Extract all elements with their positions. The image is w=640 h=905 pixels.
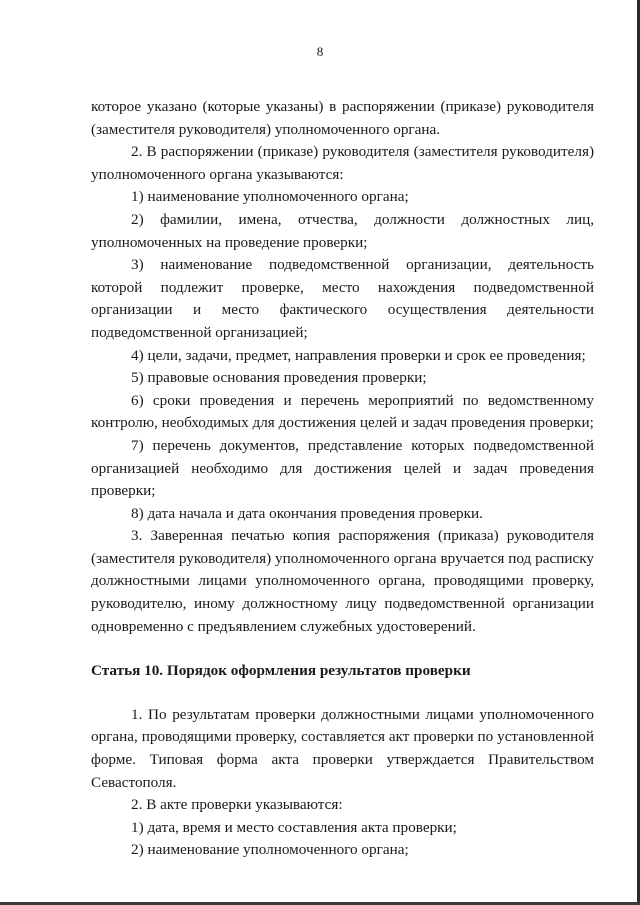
- list-item: 2) фамилии, имена, отчества, должности должностных лиц, уполномоченных на проведение проверки;: [91, 210, 594, 251]
- paragraph: 1. По результатам проверки должностными лицами уполномоченного органа, проводящими проверку, составляется акт проверки по установленной форме. Типовая форма акта проверки утверждается Правительством Севастополя.: [91, 705, 594, 791]
- list-item: 2) наименование уполномоченного органа;: [131, 841, 409, 859]
- list-item: 6) сроки проведения и перечень мероприятий по ведомственному контролю, необходимых для достижения целей и задач проведения проверки;: [91, 391, 594, 432]
- paragraph: 3. Заверенная печатью копия распоряжения (приказа) руководителя (заместителя руководителя) уполномоченного органа вручается под расписку должностными лицами уполномоченного органа, проводящими проверку, руководителю, иному должностному лицу подведомственной организации одновременно с предъявлением служебных удостоверений.: [91, 527, 594, 635]
- list-item: 1) наименование уполномоченного органа;: [131, 188, 409, 206]
- page-number: 8: [316, 44, 324, 59]
- list-item: 4) цели, задачи, предмет, направления проверки и срок ее проведения;: [131, 346, 586, 364]
- list-item: 5) правовые основания проведения проверки;: [131, 369, 427, 387]
- list-item: 7) перечень документов, представление которых подведомственной организацией необходимо для достижения целей и задач проведения проверки;: [91, 436, 594, 500]
- list-item: 1) дата, время и место составления акта проверки;: [131, 818, 457, 836]
- list-item: 8) дата начала и дата окончания проведения проверки.: [131, 504, 483, 522]
- document-body: [91, 96, 594, 862]
- paragraph: которое указано (которые указаны) в распоряжении (приказе) руководителя (заместителя руководителя) уполномоченного органа.: [91, 98, 594, 138]
- list-item: 3) наименование подведомственной организации, деятельность которой подлежит проверке, место нахождения подведомственной организации и место фактического осуществления деятельности подведомственной организацией;: [91, 256, 594, 341]
- paragraph: 2. В распоряжении (приказе) руководителя (заместителя руководителя) уполномоченного органа указываются:: [91, 143, 594, 183]
- section-heading: Статья 10. Порядок оформления результатов проверки: [91, 662, 471, 680]
- paragraph: 2. В акте проверки указываются:: [131, 796, 343, 814]
